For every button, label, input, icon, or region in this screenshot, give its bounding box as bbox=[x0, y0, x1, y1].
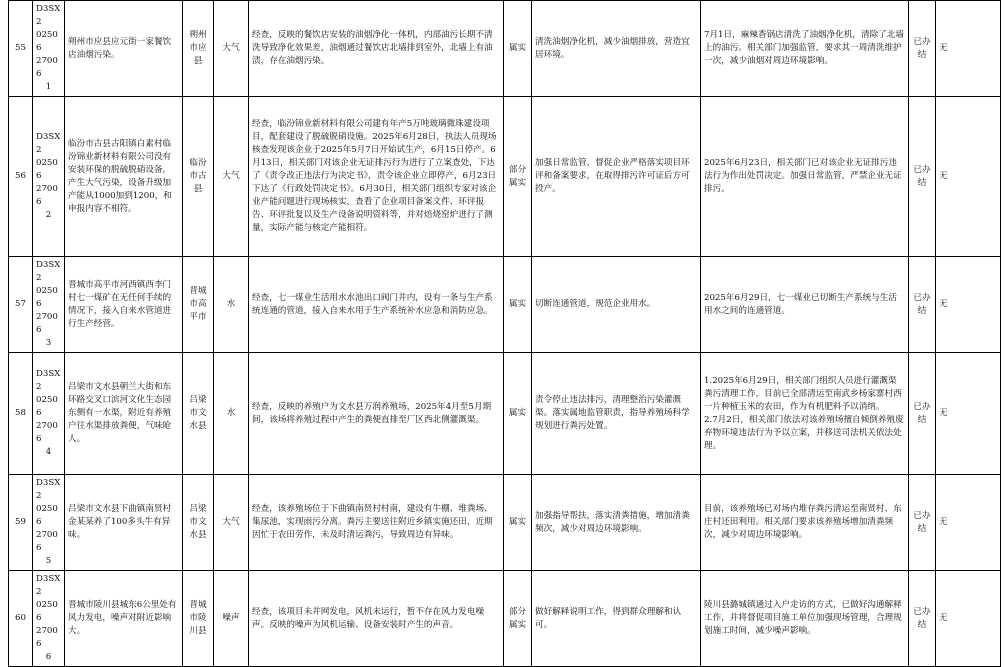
pollution-type: 噪声 bbox=[214, 571, 249, 667]
investigation-findings: 经查，该项目未并网发电，风机未运行，暂不存在风力发电噪声。反映的噪声为风机运输、设备安装时产生的声音。 bbox=[249, 571, 504, 667]
verdict: 属实 bbox=[504, 475, 532, 571]
accountability: 无 bbox=[936, 97, 1001, 257]
pollution-type: 大气 bbox=[214, 1, 249, 97]
pollution-type: 大气 bbox=[214, 97, 249, 257]
table-row bbox=[9, 571, 1001, 667]
accountability: 无 bbox=[936, 475, 1001, 571]
handling-measures: 加强日常监管，督促企业严格落实项目环评和备案要求，在取得排污许可证后方可投产。 bbox=[532, 97, 701, 257]
region: 临汾市古县 bbox=[183, 97, 214, 257]
pollution-type: 水 bbox=[214, 257, 249, 353]
investigation-findings: 经查，该养殖场位于下曲镇南贤村村南，建设有牛棚、堆粪场、集尿池，实现雨污分离。粪污主要送往附近乡镇实施还田，近期因忙于农田劳作，未及时清运粪污，导致周边有异味。 bbox=[249, 475, 504, 571]
table-row bbox=[9, 353, 1001, 475]
case-code: D3SX2 02506 27006 4 bbox=[33, 353, 65, 475]
row-number: 56 bbox=[9, 97, 33, 257]
accountability: 无 bbox=[936, 571, 1001, 667]
case-code: D3SX2 02506 27006 6 bbox=[33, 571, 65, 667]
case-code: D3SX2 02506 27006 5 bbox=[33, 475, 65, 571]
region: 吕梁市文水县 bbox=[183, 475, 214, 571]
complaint-content: 临汾市古县古阳镇白素村临汾锦业新材料有限公司没有安装环保的脱硫脱硝设备，产生大气污染，设备升级加产能从1000加到1200，和申报内容不相符。 bbox=[65, 97, 183, 257]
handling-progress: 2025年6月23日，相关部门已对该企业无证排污违法行为作出处罚决定。加强日常监管，严禁企业无证排污。 bbox=[701, 97, 909, 257]
handling-measures: 清洗油烟净化机，减少油烟排放，营造宜居环境。 bbox=[532, 1, 701, 97]
status: 已办结 bbox=[909, 257, 936, 353]
handling-measures: 加强指导帮扶，落实清粪措施，增加清粪频次，减少对周边环境影响。 bbox=[532, 475, 701, 571]
region: 吕梁市文水县 bbox=[183, 353, 214, 475]
table-row bbox=[9, 475, 1001, 571]
handling-progress: 7月1日，麻辣香锅店清洗了油烟净化机，清除了北墙上的油污。相关部门加强监管，要求其一周清洗维护一次，减少油烟对周边环境影响。 bbox=[701, 1, 909, 97]
accountability: 无 bbox=[936, 1, 1001, 97]
region: 晋城市陵川县 bbox=[183, 571, 214, 667]
verdict: 属实 bbox=[504, 257, 532, 353]
table-row bbox=[9, 1, 1001, 97]
handling-progress: 2025年6月29日，七一煤业已切断生产系统与生活用水之间的连通管道。 bbox=[701, 257, 909, 353]
accountability: 无 bbox=[936, 257, 1001, 353]
verdict: 属实 bbox=[504, 1, 532, 97]
status: 已办结 bbox=[909, 1, 936, 97]
complaint-content: 晋城市陵川县城东6公里处有风力发电，噪声对附近影响大。 bbox=[65, 571, 183, 667]
region: 晋城市高平市 bbox=[183, 257, 214, 353]
complaint-table bbox=[8, 0, 1001, 667]
case-code: D3SX2 02506 27006 2 bbox=[33, 97, 65, 257]
complaint-content: 吕梁市文水县朝兰大街和东环路交叉口滨河文化生态园东侧有一水渠，附近有养殖户往水渠排放粪便，气味呛人。 bbox=[65, 353, 183, 475]
status: 已办结 bbox=[909, 353, 936, 475]
investigation-findings: 经查，临汾锦业新材料有限公司建有年产5万吨玻璃微珠建设项目，配套建设了脱硫脱硝设施。2025年6月28日，执法人员现场核查发现该企业于2025年5月7日开始试生产，6月15日停产。6月13日，相关部门对该企业无证排污行为进行了立案查处，下达了《责令改正违法行为决定书》，责令该企业立即停产，6月23日下达了《行政处罚决定书》。6月30日，相关部门组织专家对该企业产能问题进行现场核实，查看了企业项目备案文件、环评报告、环评批复以及生产设备说明资料等，并对焙烧窑炉进行了测量，实际产能与核定产能相符。 bbox=[249, 97, 504, 257]
handling-measures: 切断连通管道，规范企业用水。 bbox=[532, 257, 701, 353]
handling-measures: 做好解释说明工作，得到群众理解和认可。 bbox=[532, 571, 701, 667]
table-row bbox=[9, 257, 1001, 353]
status: 已办结 bbox=[909, 475, 936, 571]
investigation-findings: 经查，反映的餐饮店安装的油烟净化一体机，内部油污长期不清洗导致净化效果差，油烟通过餐饮店北墙排到室外，北墙上有油渍，存在油烟污染。 bbox=[249, 1, 504, 97]
table-row bbox=[9, 97, 1001, 257]
investigation-findings: 经查，反映的养殖户为文水县万润养殖场，2025年4月至5月期间，该场将养殖过程中产生的粪便直排至厂区西北侧灌溉渠。 bbox=[249, 353, 504, 475]
handling-progress: 目前，该养殖场已对场内堆存粪污清运至南贤村、东庄村还田利用。相关部门要求该养殖场增加清粪频次，减少对周边环境影响。 bbox=[701, 475, 909, 571]
row-number: 55 bbox=[9, 1, 33, 97]
row-number: 58 bbox=[9, 353, 33, 475]
case-code: D3SX2 02506 27006 1 bbox=[33, 1, 65, 97]
handling-measures: 责令停止违法排污，清理整治污染灌溉渠。落实属地监管职责，指导养殖场科学规划进行粪污处置。 bbox=[532, 353, 701, 475]
verdict: 部分属实 bbox=[504, 571, 532, 667]
handling-progress: 1.2025年6月29日，相关部门组织人员进行灌溉渠粪污清理工作，目前已全部清运至南武乡杨家寨村西一片种植玉米的农田，作为有机肥料予以消纳。 2.7月2日，相关部门依法对该养殖场擅自倾倒养殖废弃物环境违法行为予以立案，并移送司法机关依法处理。 bbox=[701, 353, 909, 475]
verdict: 部分属实 bbox=[504, 97, 532, 257]
pollution-type: 大气 bbox=[214, 475, 249, 571]
row-number: 57 bbox=[9, 257, 33, 353]
complaint-content: 晋城市高平市河西镇西李门村七一煤矿在无任何手续的情况下，接入自来水管道进行生产经营。 bbox=[65, 257, 183, 353]
investigation-findings: 经查，七一煤业生活用水水池出口阀门井内，设有一条与生产系统连通的管道，接入自来水用于生产系统补水应急和消防应急。 bbox=[249, 257, 504, 353]
row-number: 59 bbox=[9, 475, 33, 571]
verdict: 属实 bbox=[504, 353, 532, 475]
complaint-content: 吕梁市文水县下曲镇南贤村金某某养了100多头牛有异味。 bbox=[65, 475, 183, 571]
case-code: D3SX2 02506 27006 3 bbox=[33, 257, 65, 353]
handling-progress: 陵川县潞城镇通过入户走访的方式，已做好沟通解释工作，并将督促项目施工单位加强现场管理，合理规划施工时间，减少噪声影响。 bbox=[701, 571, 909, 667]
complaint-content: 朔州市应县应元街一家餐饮店油烟污染。 bbox=[65, 1, 183, 97]
accountability: 无 bbox=[936, 353, 1001, 475]
row-number: 60 bbox=[9, 571, 33, 667]
pollution-type: 水 bbox=[214, 353, 249, 475]
status: 已办结 bbox=[909, 571, 936, 667]
region: 朔州市应县 bbox=[183, 1, 214, 97]
status: 已办结 bbox=[909, 97, 936, 257]
